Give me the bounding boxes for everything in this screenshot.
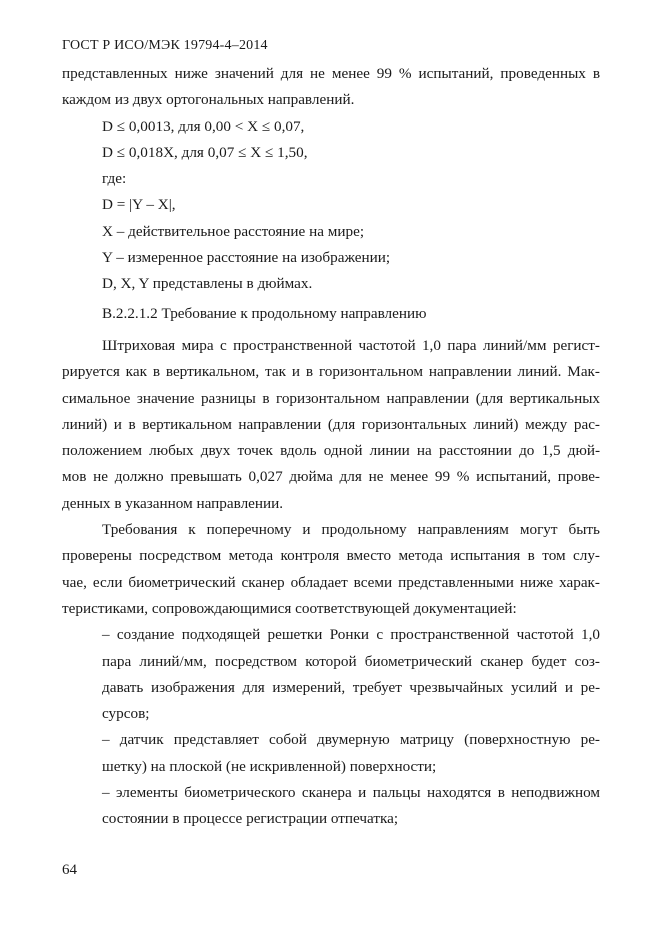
bullet2-line-2: шетку) на плоской (не искривленной) поверхности;	[102, 757, 437, 775]
bullet1-line-2: пара линий/мм, посредством которой биометрический сканер будет соз-	[102, 652, 600, 670]
para2-line-1: Требования к поперечному и продольному направлениям могут быть	[102, 521, 600, 539]
page-number: 64	[62, 862, 77, 878]
intro-line-1: представленных ниже значений для не менее 99 % испытаний, проведенных в	[62, 65, 600, 82]
para1-line-5: положением любых двух точек вдоль одной линии на расстоянии до 1,5 дюй-	[62, 442, 600, 460]
bullet2-line-1: – датчик представляет собой двумерную матрицу (поверхностную ре-	[102, 731, 600, 749]
formula-where: где:	[102, 170, 127, 188]
para2-line-4: теристиками, сопровождающимися соответствующей документацией:	[62, 599, 517, 617]
intro-line-2: каждом из двух ортогональных направлений.	[62, 91, 355, 109]
para1-line-7: денных в указанном направлении.	[62, 494, 284, 512]
para1-line-3: симальное значение разницы в горизонтальном направлении (для вертикальных	[62, 389, 600, 407]
para1-line-2: рируется как в вертикальном, так и в горизонтальном направлении линий. Мак-	[62, 363, 600, 381]
bullet1-line-3: давать изображения для измерений, требует чрезвычайных усилий и ре-	[102, 678, 600, 696]
document-header: ГОСТ Р ИСО/МЭК 19794-4–2014	[62, 38, 268, 53]
formula-1: D ≤ 0,0013, для 0,00 < X ≤ 0,07,	[102, 117, 305, 135]
para2-line-2: проверены посредством метода контроля вместо метода испытания в том слу-	[62, 547, 600, 565]
para1-line-6: мов не должно превышать 0,027 дюйма для не менее 99 % испытаний, прове-	[62, 468, 600, 486]
para2-line-3: чае, если биометрический сканер обладает всеми представленными ниже харак-	[62, 573, 600, 591]
definition-y: Y – измеренное расстояние на изображении;	[102, 249, 391, 267]
units-note: D, X, Y представлены в дюймах.	[102, 275, 313, 293]
para1-line-4: линий) и в вертикальном направлении (для горизонтальных линий) между рас-	[62, 415, 600, 433]
bullet1-line-4: сурсов;	[102, 705, 150, 723]
formula-3: D = |Y – X|,	[102, 196, 176, 214]
bullet3-line-1: – элементы биометрического сканера и пальцы находятся в неподвижном	[102, 784, 600, 802]
definition-x: X – действительное расстояние на мире;	[102, 222, 365, 240]
formula-2: D ≤ 0,018X, для 0,07 ≤ X ≤ 1,50,	[102, 143, 308, 161]
bullet3-line-2: состоянии в процессе регистрации отпечатка;	[102, 810, 399, 828]
bullet1-line-1: – создание подходящей решетки Ронки с пространственной частотой 1,0	[102, 626, 600, 644]
para1-line-1: Штриховая мира с пространственной частотой 1,0 пара линий/мм регист-	[102, 336, 600, 354]
page-body	[62, 61, 600, 833]
section-heading: В.2.2.1.2 Требование к продольному направлению	[102, 304, 427, 322]
